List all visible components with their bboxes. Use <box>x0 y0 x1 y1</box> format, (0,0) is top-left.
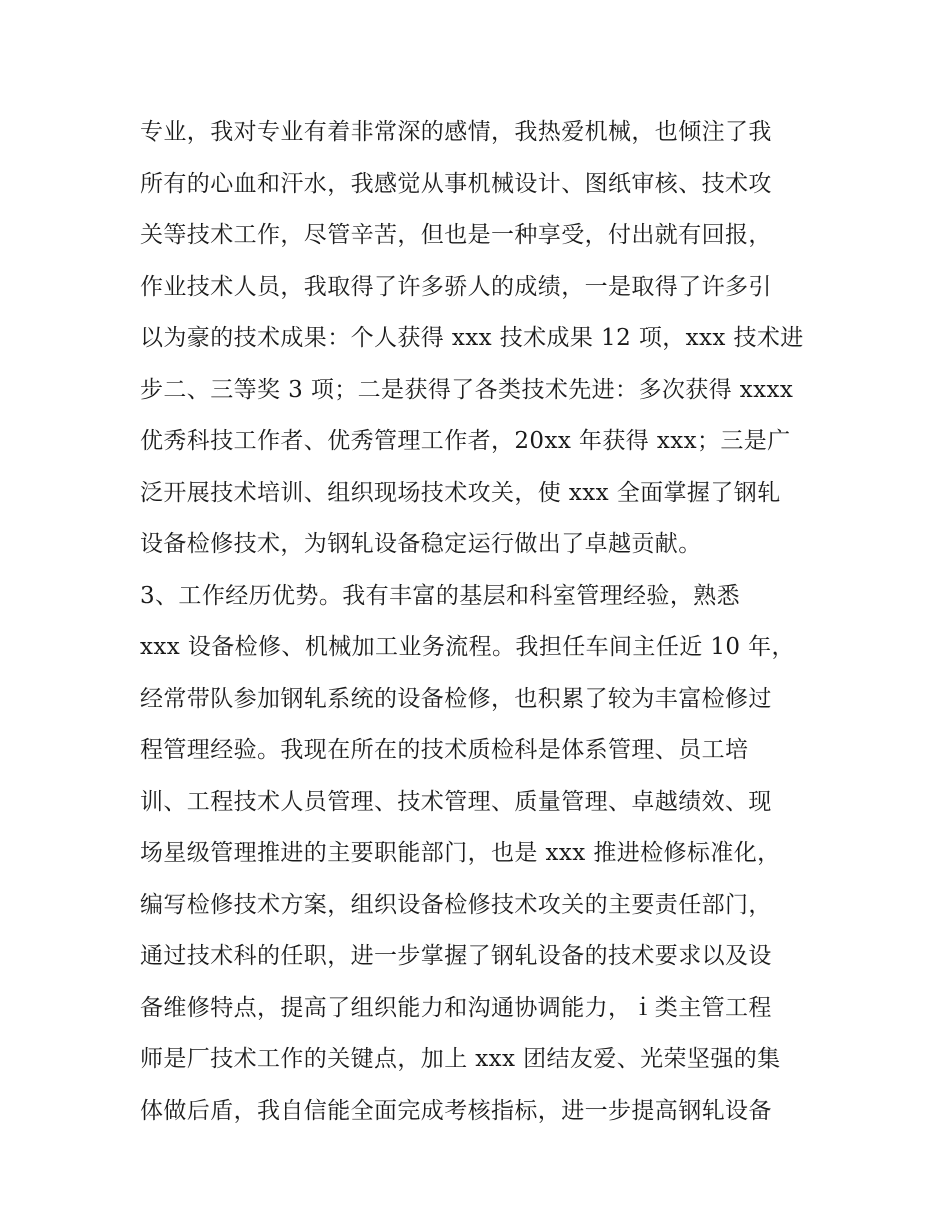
text-line: 以为豪的技术成果：个人获得 xxx 技术成果 12 项，xxx 技术进 <box>140 325 804 351</box>
text-line: 师是厂技术工作的关键点，加上 xxx 团结友爱、光荣坚强的集 <box>140 1046 781 1072</box>
text-line: 经常带队参加钢轧系统的设备检修，也积累了较为丰富检修过 <box>140 685 772 712</box>
text-line: 作业技术人员，我取得了许多骄人的成绩，一是取得了许多引 <box>140 273 772 300</box>
text-line: 优秀科技工作者、优秀管理工作者，20xx 年获得 xxx；三是广 <box>140 428 791 454</box>
text-line: 备维修特点，提高了组织能力和沟通协调能力，ｉ类主管工程 <box>140 994 772 1021</box>
text-line: 程管理经验。我现在所在的技术质检科是体系管理、员工培 <box>140 737 749 763</box>
text-line: 编写检修技术方案，组织设备检修技术攻关的主要责任部门， <box>140 891 772 918</box>
text-line: xxx 设备检修、机械加工业务流程。我担任车间主任近 10 年， <box>140 634 795 660</box>
text-line: 3、工作经历优势。我有丰富的基层和科室管理经验，熟悉 <box>140 582 741 609</box>
text-line: 泛开展技术培训、组织现场技术攻关，使 xxx 全面掌握了钢轧 <box>140 479 781 506</box>
text-line: 关等技术工作，尽管辛苦，但也是一种享受，付出就有回报， <box>140 222 772 248</box>
text-line: 设备检修技术，为钢轧设备稳定运行做出了卓越贡献。 <box>140 531 702 557</box>
text-line: 体做后盾，我自信能全面完成考核指标，进一步提高钢轧设备 <box>140 1097 772 1124</box>
text-line: 训、工程技术人员管理、技术管理、质量管理、卓越绩效、现 <box>140 788 772 815</box>
text-line: 专业，我对专业有着非常深的感情，我热爱机械，也倾注了我 <box>140 119 772 145</box>
text-line: 所有的心血和汗水，我感觉从事机械设计、图纸审核、技术攻 <box>140 170 772 197</box>
body-text <box>140 107 820 1137</box>
text-line: 步二、三等奖 3 项；二是获得了各类技术先进：多次获得 xxxx <box>140 376 794 403</box>
text-line: 通过技术科的任职，进一步掌握了钢轧设备的技术要求以及设 <box>140 943 772 969</box>
text-line: 场星级管理推进的主要职能部门，也是 xxx 推进检修标准化， <box>140 840 781 866</box>
